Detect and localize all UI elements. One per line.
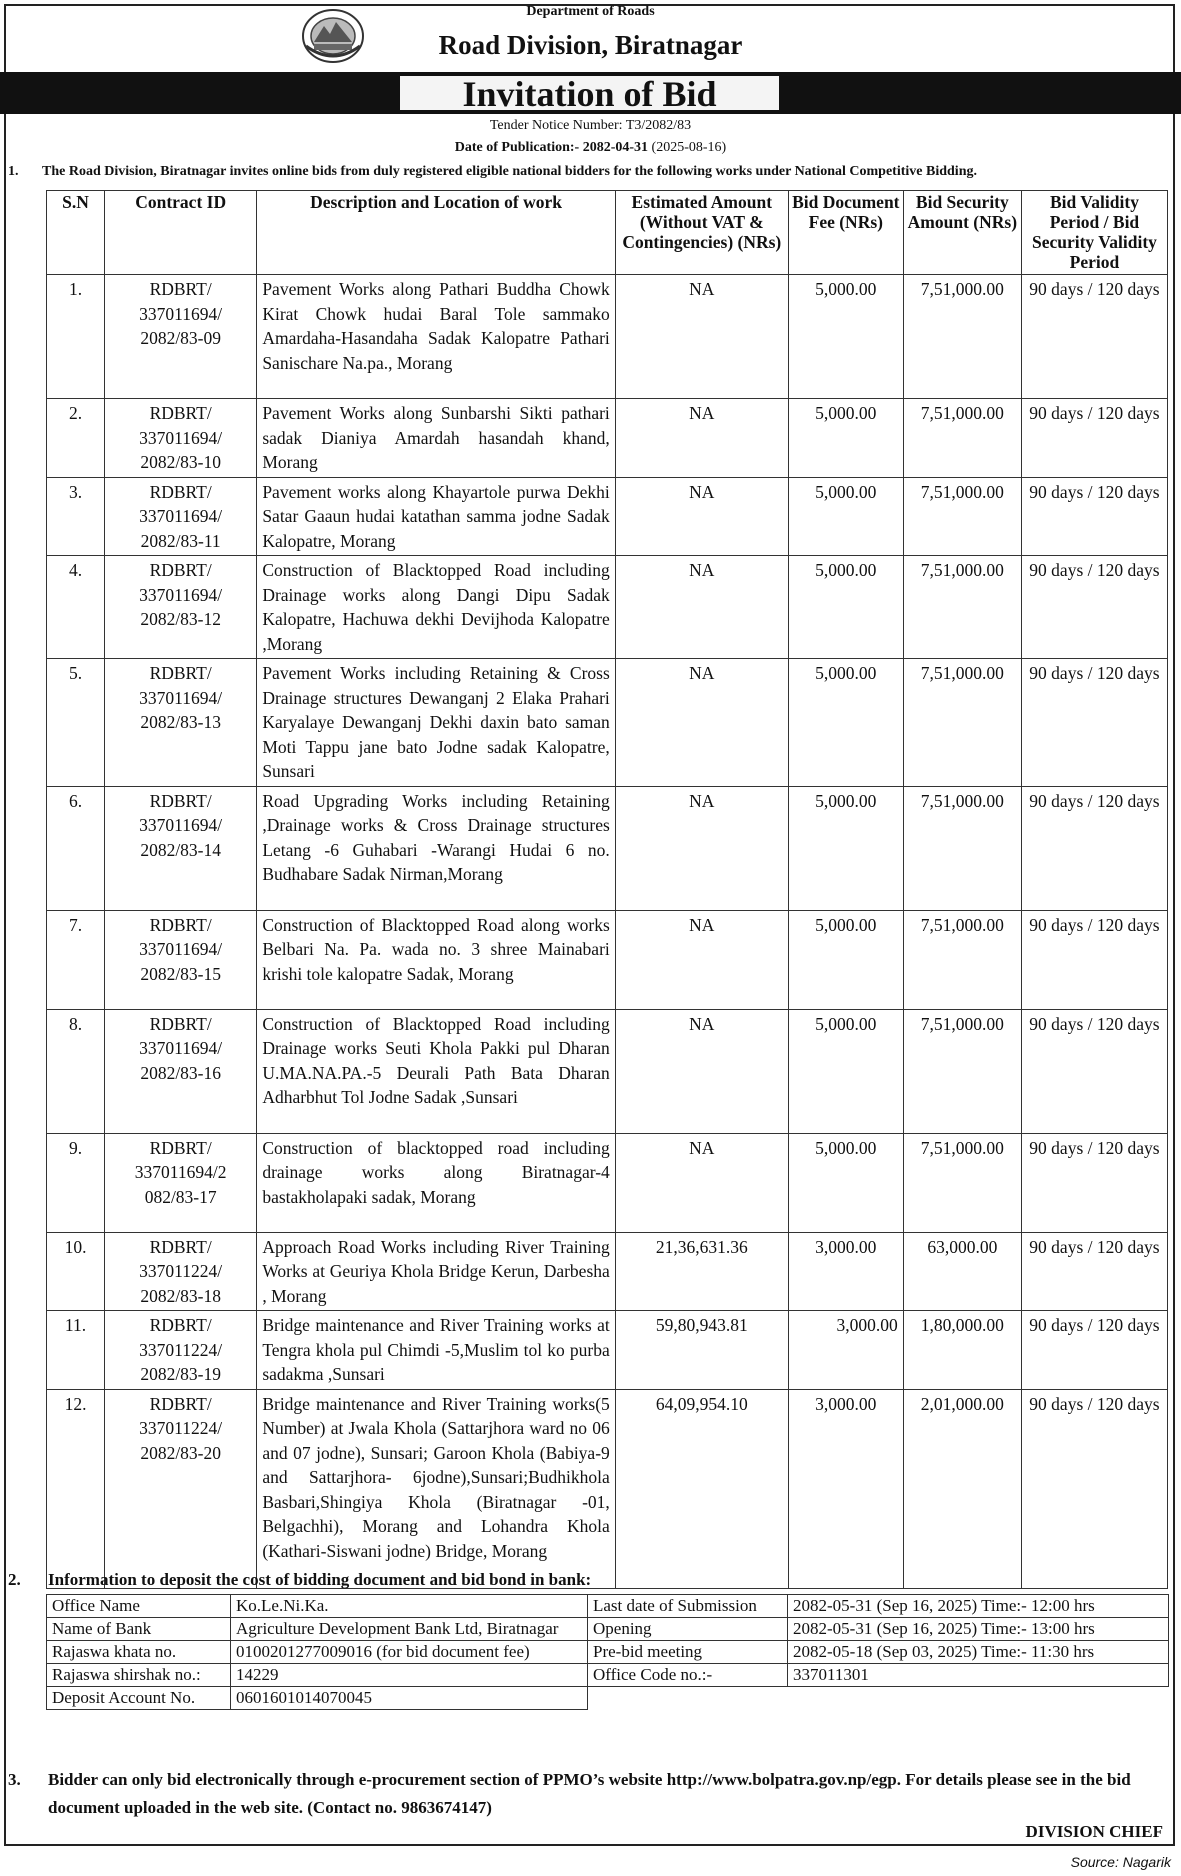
office-code-value: 337011301 [788,1664,1169,1687]
tender-notice-number: Tender Notice Number: T3/2082/83 [489,118,692,133]
info-row [47,1618,1169,1641]
row-estimated-amount: 64,09,954.10 [615,1389,788,1588]
row-validity-period: 90 days / 120 days [1021,477,1167,556]
row-description: Construction of blacktopped road including drainage works along Biratnagar-4 bastakholapaki sadak, Morang [257,1133,615,1232]
opening-label: Opening [588,1618,788,1641]
paragraph-3-number: 3. [8,1770,21,1789]
signature-division-chief: DIVISION CHIEF [1025,1822,1163,1841]
row-contract-id: RDBRT/ 337011694/ 2082/83-16 [105,1009,257,1133]
row-description: Pavement works along Khayartole purwa Dekhi Satar Gaaun hudai katathan samma jodne Sadak Kalopatre, Morang [257,477,615,556]
publication-date-bs: Date of Publication:- 2082-04-31 [454,140,649,155]
row-contract-id: RDBRT/ 337011694/ 2082/83-12 [105,556,257,659]
table-row [47,1311,1168,1390]
row-document-fee: 5,000.00 [788,659,903,787]
row-bid-security: 7,51,000.00 [903,786,1021,910]
row-description: Construction of Blacktopped Road including Drainage works along Dangi Dipu Sadak Kalopatre, Hachuwa dekhi Devijhoda Kalopatre ,Morang [257,556,615,659]
office-name-label: Office Name [47,1595,231,1618]
header-validity-period: Bid Validity Period / Bid Security Validity Period [1021,191,1167,275]
row-document-fee: 3,000.00 [788,1389,903,1588]
row-estimated-amount: NA [615,399,788,478]
row-bid-security: 7,51,000.00 [903,477,1021,556]
row-sn: 9. [47,1133,105,1232]
row-sn: 4. [47,556,105,659]
row-estimated-amount: NA [615,556,788,659]
bid-table [46,190,1168,1589]
table-row [47,659,1168,787]
header-estimated-amount: Estimated Amount (Without VAT & Contingencies) (NRs) [615,191,788,275]
row-validity-period: 90 days / 120 days [1021,1311,1167,1390]
row-description: Bridge maintenance and River Training works at Tengra khola pul Chimdi -5,Muslim tol ko purba sadakma ,Sunsari [257,1311,615,1390]
row-estimated-amount: NA [615,786,788,910]
row-validity-period: 90 days / 120 days [1021,786,1167,910]
row-bid-security: 63,000.00 [903,1232,1021,1311]
row-contract-id: RDBRT/ 337011694/ 2082/83-14 [105,786,257,910]
publication-date-ad: (2025-08-16) [651,140,727,155]
table-row [47,556,1168,659]
row-description: Bridge maintenance and River Training works(5 Number) at Jwala Khola (Sattarjhora ward no 06 and 07 jodne), Sunsari; Garoon Khola (Babiya-9 and Sattarjhora- 6jodne),Sunsari;Budhikhola Basbari,Shingiya Khola (Biratnagar -01, Belgachhi), Morang and Lohandra Khola (Kathari-Siswani jodne) Bridge, Morang [257,1389,615,1588]
row-validity-period: 90 days / 120 days [1021,1232,1167,1311]
paragraph-1 [8,164,977,180]
row-document-fee: 5,000.00 [788,786,903,910]
table-row [47,786,1168,910]
header-contract-id: Contract ID [105,191,257,275]
row-document-fee: 5,000.00 [788,910,903,1009]
info-row [47,1595,1169,1618]
row-estimated-amount: NA [615,1133,788,1232]
header-bid-security: Bid Security Amount (NRs) [903,191,1021,275]
paragraph-3 [8,1766,1168,1822]
row-contract-id: RDBRT/ 337011694/ 2082/83-15 [105,910,257,1009]
table-row [47,1232,1168,1311]
header-sn: S.N [47,191,105,275]
paragraph-2-number: 2. [8,1570,21,1589]
row-validity-period: 90 days / 120 days [1021,556,1167,659]
row-sn: 7. [47,910,105,1009]
row-estimated-amount: NA [615,659,788,787]
source-credit: Source: Nagarik [1070,1854,1171,1870]
row-bid-security: 7,51,000.00 [903,556,1021,659]
title-banner [0,72,1181,114]
row-sn: 11. [47,1311,105,1390]
paragraph-2 [8,1570,591,1590]
row-validity-period: 90 days / 120 days [1021,399,1167,478]
empty-cell [788,1687,1169,1710]
info-row [47,1687,1169,1710]
row-estimated-amount: NA [615,910,788,1009]
paragraph-1-text: The Road Division, Biratnagar invites online bids from duly registered eligible national bidders for the following works under National Competitive Bidding. [42,164,977,179]
shirshak-label: Rajaswa shirshak no.: [47,1664,231,1687]
row-contract-id: RDBRT/ 337011694/ 2082/83-09 [105,275,257,399]
bank-name-value: Agriculture Development Bank Ltd, Biratnagar [231,1618,588,1641]
row-description: Pavement Works including Retaining & Cross Drainage structures Dewanganj 2 Elaka Prahari Karyalaye Dewanganj Dekhi daxin bato saman Moti Tappu jane bato Jodne sadak Kalopatre, Sunsari [257,659,615,787]
header-description: Description and Location of work [257,191,615,275]
row-description: Approach Road Works including River Training Works at Geuriya Khola Bridge Kerun, Darbesha , Morang [257,1232,615,1311]
row-description: Construction of Blacktopped Road including Drainage works Seuti Khola Pakki pul Dharan U.MA.NA.PA.-5 Deurali Path Bata Dharan Adharbhut Tol Jodne Sadak ,Sunsari [257,1009,615,1133]
row-description: Road Upgrading Works including Retaining ,Drainage works & Cross Drainage structures Letang -6 Guhabari -Warangi Hudai 6 no. Budhabare Sadak Nirman,Morang [257,786,615,910]
row-sn: 3. [47,477,105,556]
deposit-account-value: 0601601014070045 [231,1687,588,1710]
row-document-fee: 3,000.00 [788,1232,903,1311]
paragraph-1-number: 1. [8,164,19,179]
row-contract-id: RDBRT/ 337011694/ 2082/83-11 [105,477,257,556]
row-validity-period: 90 days / 120 days [1021,910,1167,1009]
row-bid-security: 7,51,000.00 [903,275,1021,399]
row-sn: 2. [47,399,105,478]
row-description: Construction of Blacktopped Road along works Belbari Na. Pa. wada no. 3 shree Mainabari krishi tole kalopatre Sadak, Morang [257,910,615,1009]
row-estimated-amount: NA [615,275,788,399]
shirshak-value: 14229 [231,1664,588,1687]
office-name-value: Ko.Le.Ni.Ka. [231,1595,588,1618]
row-description: Pavement Works along Pathari Buddha Chowk Kirat Chowk hudai Baral Tole sammako Amardaha-Hasandaha Sadak Kalopatre Pathari Sanischare Na.pa., Morang [257,275,615,399]
publication-date [0,140,1181,156]
table-row [47,275,1168,399]
row-document-fee: 5,000.00 [788,1133,903,1232]
khata-label: Rajaswa khata no. [47,1641,231,1664]
notice-title: Invitation of Bid [400,76,779,110]
prebid-value: 2082-05-18 (Sep 03, 2025) Time:- 11:30 hrs [788,1641,1169,1664]
row-bid-security: 7,51,000.00 [903,1133,1021,1232]
empty-cell [588,1687,788,1710]
row-sn: 10. [47,1232,105,1311]
row-bid-security: 2,01,000.00 [903,1389,1021,1588]
table-row [47,477,1168,556]
bank-info-table [46,1594,1169,1710]
table-row [47,1389,1168,1588]
row-sn: 5. [47,659,105,787]
row-contract-id: RDBRT/ 337011694/ 2082/83-13 [105,659,257,787]
prebid-label: Pre-bid meeting [588,1641,788,1664]
row-bid-security: 7,51,000.00 [903,1009,1021,1133]
row-bid-security: 7,51,000.00 [903,659,1021,787]
office-code-label: Office Code no.:- [588,1664,788,1687]
info-row [47,1641,1169,1664]
row-document-fee: 5,000.00 [788,399,903,478]
row-bid-security: 7,51,000.00 [903,910,1021,1009]
table-row [47,910,1168,1009]
row-document-fee: 5,000.00 [788,477,903,556]
row-sn: 1. [47,275,105,399]
deposit-account-label: Deposit Account No. [47,1687,231,1710]
row-document-fee: 5,000.00 [788,556,903,659]
row-validity-period: 90 days / 120 days [1021,1133,1167,1232]
paragraph-3-text: Bidder can only bid electronically through e-procurement section of PPMO’s website http://www.bolpatra.gov.np/egp. For details please see in the bid document uploaded in the web site. (Contact no. 9863674147) [48,1770,1131,1817]
table-row [47,1009,1168,1133]
row-validity-period: 90 days / 120 days [1021,1009,1167,1133]
row-bid-security: 1,80,000.00 [903,1311,1021,1390]
opening-value: 2082-05-31 (Sep 16, 2025) Time:- 13:00 hrs [788,1618,1169,1641]
bid-table-header-row [47,191,1168,275]
row-sn: 8. [47,1009,105,1133]
header [0,0,1181,72]
row-estimated-amount: NA [615,477,788,556]
header-document-fee: Bid Document Fee (NRs) [788,191,903,275]
table-row [47,399,1168,478]
table-row [47,1133,1168,1232]
row-validity-period: 90 days / 120 days [1021,275,1167,399]
row-contract-id: RDBRT/ 337011224/ 2082/83-18 [105,1232,257,1311]
row-estimated-amount: NA [615,1009,788,1133]
last-date-value: 2082-05-31 (Sep 16, 2025) Time:- 12:00 hrs [788,1595,1169,1618]
row-estimated-amount: 59,80,943.81 [615,1311,788,1390]
row-contract-id: RDBRT/ 337011694/ 2082/83-10 [105,399,257,478]
row-bid-security: 7,51,000.00 [903,399,1021,478]
row-description: Pavement Works along Sunbarshi Sikti pathari sadak Dianiya Amardah hasandah khand, Morang [257,399,615,478]
row-contract-id: RDBRT/ 337011224/ 2082/83-20 [105,1389,257,1588]
paragraph-2-text: Information to deposit the cost of bidding document and bid bond in bank: [48,1570,592,1589]
row-estimated-amount: 21,36,631.36 [615,1232,788,1311]
division-name: Road Division, Biratnagar [438,30,743,60]
row-validity-period: 90 days / 120 days [1021,1389,1167,1588]
row-document-fee: 3,000.00 [788,1311,903,1390]
row-contract-id: RDBRT/ 337011224/ 2082/83-19 [105,1311,257,1390]
last-date-label: Last date of Submission [588,1595,788,1618]
row-validity-period: 90 days / 120 days [1021,659,1167,787]
row-document-fee: 5,000.00 [788,1009,903,1133]
khata-value: 0100201277009016 (for bid document fee) [231,1641,588,1664]
row-sn: 6. [47,786,105,910]
row-sn: 12. [47,1389,105,1588]
bank-name-label: Name of Bank [47,1618,231,1641]
row-contract-id: RDBRT/ 337011694/2 082/83-17 [105,1133,257,1232]
info-row [47,1664,1169,1687]
department-name: Department of Roads [526,4,655,19]
row-document-fee: 5,000.00 [788,275,903,399]
